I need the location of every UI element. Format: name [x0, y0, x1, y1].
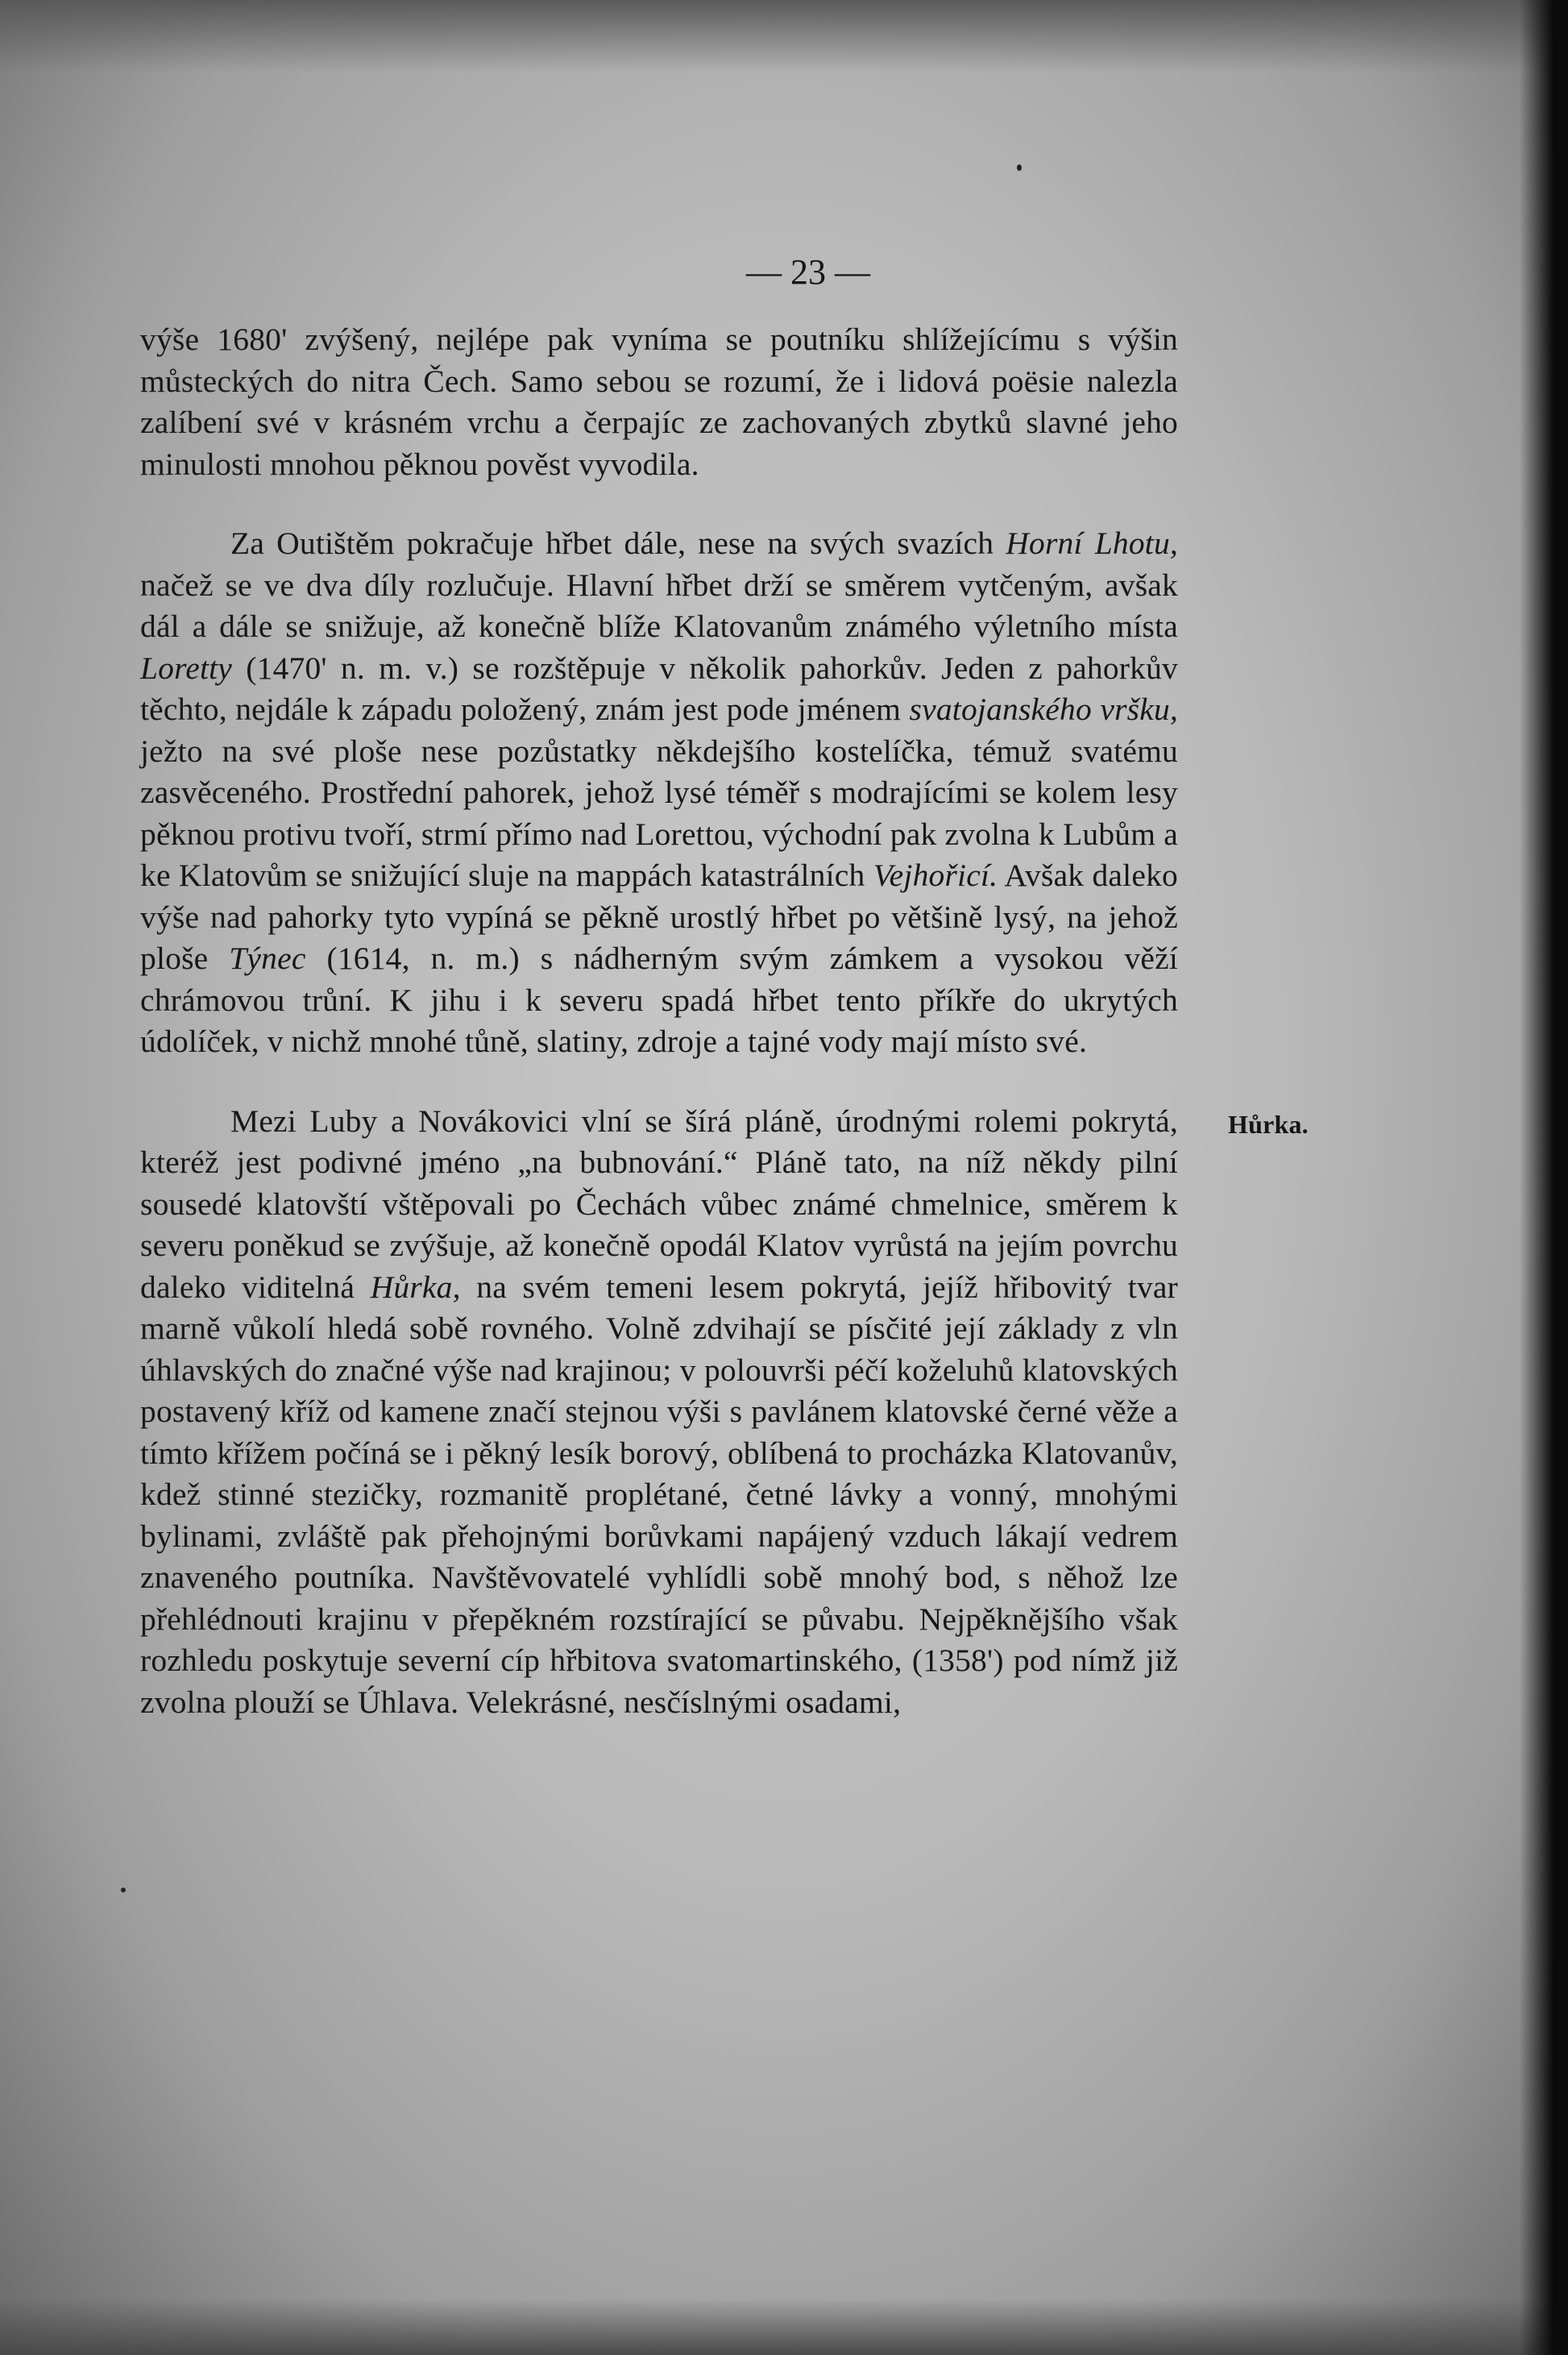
italic-term: Horní Lhotu,: [1006, 525, 1178, 561]
text-run: ježto na své ploše nese pozůstatky někdejšího kostelíčka, témuž svatému zasvěceného. Prostřední pahorek, jehož lysé téměř s modrajícími se kolem lesy pěknou protivu tvoří, strmí přímo nad Lorettou, východní pak zvolna k Lubům a ke Klatovům se snižující sluje na mappách katastrálních: [140, 733, 1178, 893]
paragraph-1: [140, 319, 1178, 485]
scan-shadow-bottom: [0, 2299, 1568, 2355]
text-run: (1614, n. m.) s nádherným svým zámkem a vysokou věží chrámovou trůní. K jihu i k severu spadá hřbet tento příkře do ukrytých údolíček, v nichž mnohé tůně, slatiny, zdroje a tajné vody mají místo své.: [140, 941, 1178, 1059]
paragraph-3-wrap: [140, 1101, 1309, 1724]
text-run: výše 1680' zvýšený, nejlépe pak vyníma se poutníku shlížejícímu s výšin můsteckých do nitra Čech. Samo sebou se rozumí, že i lidová poësie nalezla zalíbení své v krásném vrchu a čerpajíc ze zachovaných zbytků slavné jeho minulosti mnohou pěknou pověst vyvodila.: [140, 322, 1178, 482]
paragraph-2: [140, 523, 1178, 1063]
scan-shadow-right: [1520, 0, 1568, 2355]
italic-term: Hůrka,: [370, 1269, 461, 1305]
italic-term: Vejhořicí.: [873, 858, 998, 893]
print-speck: [1017, 164, 1022, 171]
text-run: Avšak daleko výše nad pahorky tyto vypíná se pěkně urostlý hřbet po většině lysý, na jehož ploše: [140, 858, 1178, 976]
italic-term: svatojanského vršku,: [909, 692, 1178, 727]
text-run: Mezi Luby a Novákovici vlní se šírá pláně, úrodnými rolemi pokrytá, kteréž jest podivné jméno „na bubnování.“ Pláně tato, na níž někdy pilní sousedé klatovští vštěpovali po Čechách vůbec známé chmelnice, směrem k severu poněkud se zvýšuje, až konečně opodál Klatov vyrůstá na jejím povrchu daleko viditelná: [140, 1103, 1178, 1305]
text-run: Za Outištěm pokračuje hřbet dále, nese na svých svazích: [230, 525, 1006, 561]
text-run: (1470' n. m. v.) se rozštěpuje v několik pahorkův. Jeden z pahorkův těchto, nejdále k západu položený, znám jest pode jménem: [140, 650, 1178, 727]
print-speck: [121, 1888, 126, 1892]
paragraph-3: [140, 1101, 1178, 1724]
italic-term: Loretty: [140, 650, 233, 686]
text-run: na svém temeni lesem pokrytá, jejíž hřibovitý tvar marně vůkolí hledá sobě rovného. Volně zdvihají se písčité její základy z vln úhlavských do značné výše nad krajinou; v polouvrši péčí koželuhů klatovských postavený kříž od kamene značí stejnou výši s pavlánem klatovské černé věže a tímto křížem počíná se i pěkný lesík borový, oblíbená to procházka Klatovanův, kdež stinné stezičky, rozmanitě proplétané, četné lávky a vonný, mnohými bylinami, zvláště pak přehojnými borůvkami napájený vzduch lákají vedrem znaveného poutníka. Navštěvovatelé vyhlídli sobě mnohý bod, s něhož lze přehlédnouti krajinu v přepěkném rozstírající se půvabu. Nejpěknějšího však rozhledu poskytuje severní cíp hřbitova svatomartinského, (1358') pod nímž již zvolna plouží se Úhlava. Velekrásné, nesčíslnými osadami,: [140, 1269, 1178, 1720]
scan-shadow-top: [0, 0, 1568, 73]
paragraph-1-wrap: [140, 319, 1178, 485]
paragraph-2-wrap: [140, 523, 1178, 1063]
body-text: [140, 319, 1309, 1723]
text-run: načež se ve dva díly rozlučuje. Hlavní hřbet drží se směrem vytčeným, avšak dál a dále se snižuje, až konečně blíže Klatovanům známého výletního místa: [140, 567, 1178, 644]
margin-note: Hůrka.: [1228, 1109, 1309, 1139]
page-number: — 23 —: [746, 252, 870, 292]
italic-term: Týnec: [229, 941, 306, 976]
